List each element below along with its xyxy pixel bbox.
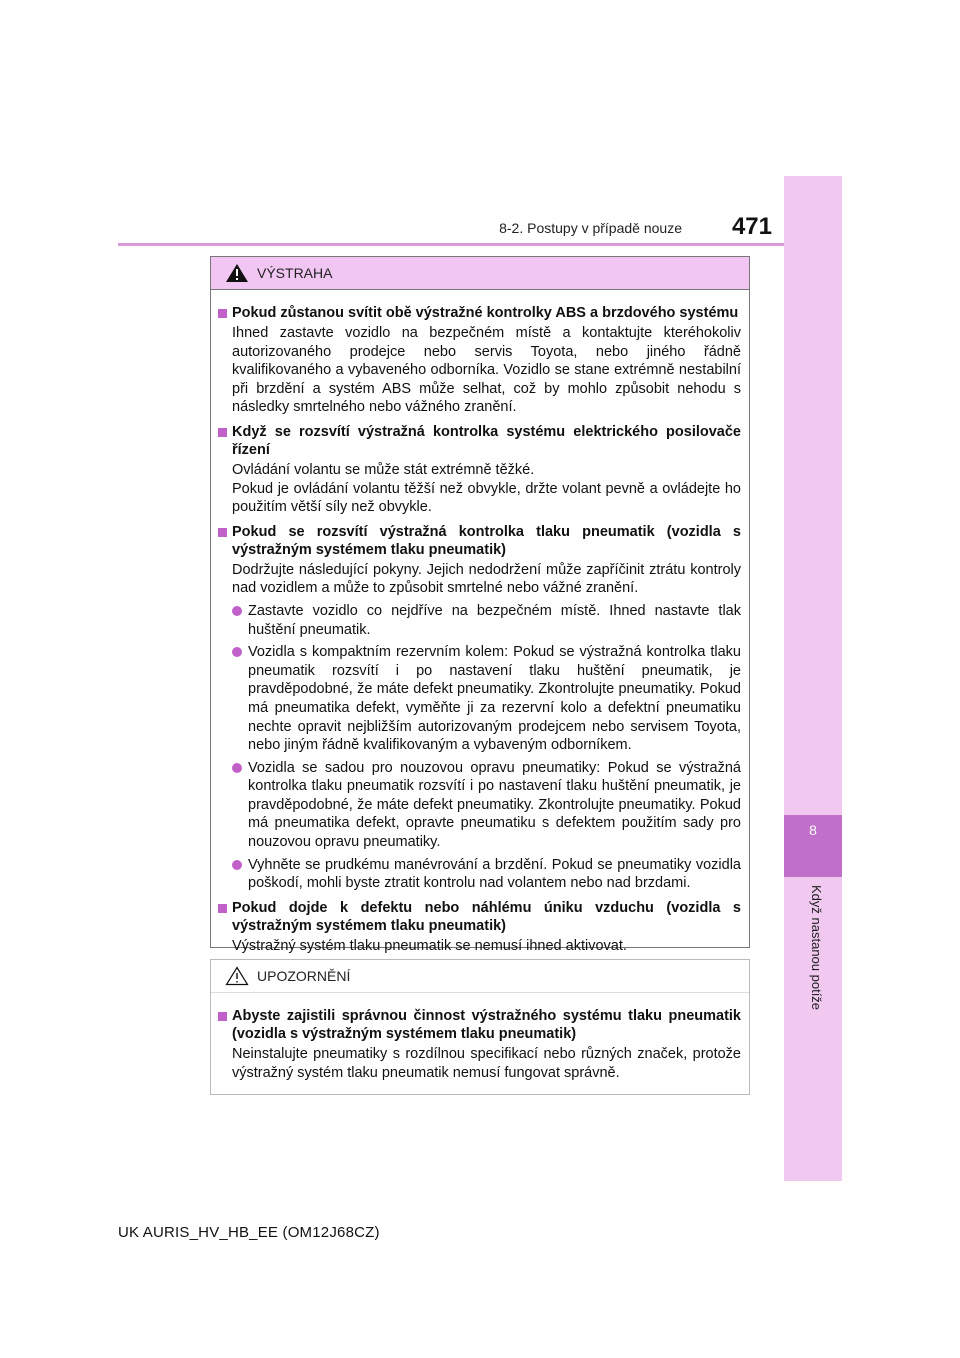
warning-item-title: Pokud dojde k defektu nebo náhlému úniku vzduchu (vozidla s výstražným systémem tlaku pneumatik) [217, 899, 741, 935]
chapter-number: 8 [809, 822, 817, 838]
warning-item-text: Dodržujte následující pokyny. Jejich nedodržení může zapříčinit ztrátu kontroly nad vozidlem a může to způsobit smrtelné nebo vážné zranění. [232, 561, 741, 597]
list-item: Vozidla s kompaktním rezervním kolem: Pokud se výstražná kontrolka tlaku pneumatik rozsvítí i po nastavení tlaku huštění pneumatik, je pravděpodobné, že máte defekt pneumatiky. Zkontrolujte pneumatiky. Pokud má pneumatika defekt, vyměňte ji za rezervní kolo a defektní pneumatiku nechte opravit nejbližším autorizovaným prodejcem nebo servisem Toyota, nebo jiným řádně kvalifikovaným a vybaveným odborníkem. [232, 643, 741, 755]
caution-box [210, 959, 750, 1095]
round-bullet-icon [232, 647, 242, 657]
section-title: 8-2. Postupy v případě nouze [499, 220, 682, 236]
square-bullet-icon [218, 528, 227, 537]
warning-body [211, 290, 749, 955]
square-bullet-icon [218, 309, 227, 318]
caution-title: UPOZORNĚNÍ [257, 968, 351, 984]
warning-item-title: Pokud se rozsvítí výstražná kontrolka tlaku pneumatik (vozidla s výstražným systémem tlaku pneumatik) [217, 523, 741, 559]
header-divider [118, 243, 842, 246]
square-bullet-icon [218, 1012, 227, 1021]
square-bullet-icon [218, 904, 227, 913]
warning-box [210, 256, 750, 954]
round-bullet-icon [232, 860, 242, 870]
list-item: Zastavte vozidlo co nejdříve na bezpečném místě. Ihned nastavte tlak huštění pneumatik. [232, 602, 741, 639]
warning-item-text: Ovládání volantu se může stát extrémně těžké. Pokud je ovládání volantu těžší než obvykle, držte volant pevně a ovládejte ho použitím větší síly než obvykle. [232, 461, 741, 516]
caution-header [211, 960, 749, 993]
warning-title: VÝSTRAHA [257, 265, 333, 281]
caution-item-title: Abyste zajistili správnou činnost výstražného systému tlaku pneumatik (vozidla s výstražným systémem tlaku pneumatik) [217, 1007, 741, 1043]
list-item: Vyhněte se prudkému manévrování a brzdění. Pokud se pneumatiky vozidla poškodí, mohli byste ztratit kontrolu nad volantem nebo nad brzdami. [232, 856, 741, 893]
warning-header [211, 257, 749, 290]
list-item: Vozidla se sadou pro nouzovou opravu pneumatiky: Pokud se výstražná kontrolka tlaku pneumatik rozsvítí i po nastavení tlaku huštění pneumatik, je pravděpodobné, že máte defekt pneumatiky. Zkontrolujte pneumatiky. Pokud má pneumatika defekt, opravte pneumatiku s defektem použitím sady pro nouzovou opravu pneumatiky. [232, 759, 741, 852]
warning-item-text: Výstražný systém tlaku pneumatik se nemusí ihned aktivovat. [232, 937, 627, 954]
page-number: 471 [731, 213, 772, 240]
warning-item-title: Pokud zůstanou svítit obě výstražné kontrolky ABS a brzdového systému [217, 304, 741, 322]
round-bullet-icon [232, 763, 242, 773]
round-bullet-icon [232, 606, 242, 616]
caution-item-text: Neinstalujte pneumatiky s rozdílnou specifikací nebo různých značek, protože výstražný systém tlaku pneumatik nemusí fungovat správně. [232, 1046, 741, 1081]
document-code: UK AURIS_HV_HB_EE (OM12J68CZ) [118, 1224, 380, 1241]
warning-triangle-icon [225, 263, 249, 283]
caution-triangle-icon [225, 966, 249, 986]
caution-body [211, 993, 749, 1082]
chapter-title: Když nastanou potíže [809, 885, 824, 1011]
warning-item-text: Ihned zastavte vozidlo na bezpečném místě a kontaktujte kteréhokoliv autorizovaného prodejce nebo servis Toyota, nebo jiného řádně kvalifikovaného a vybaveného odborníka. Vozidlo se stane extrémně nestabilní při brzdění a systém ABS může selhat, což by mohlo způsobit nehodu s následky smrtelného nebo vážného zranění. [232, 325, 741, 416]
square-bullet-icon [218, 428, 227, 437]
warning-item-title: Když se rozsvítí výstražná kontrolka systému elektrického posilovače řízení [217, 423, 741, 459]
